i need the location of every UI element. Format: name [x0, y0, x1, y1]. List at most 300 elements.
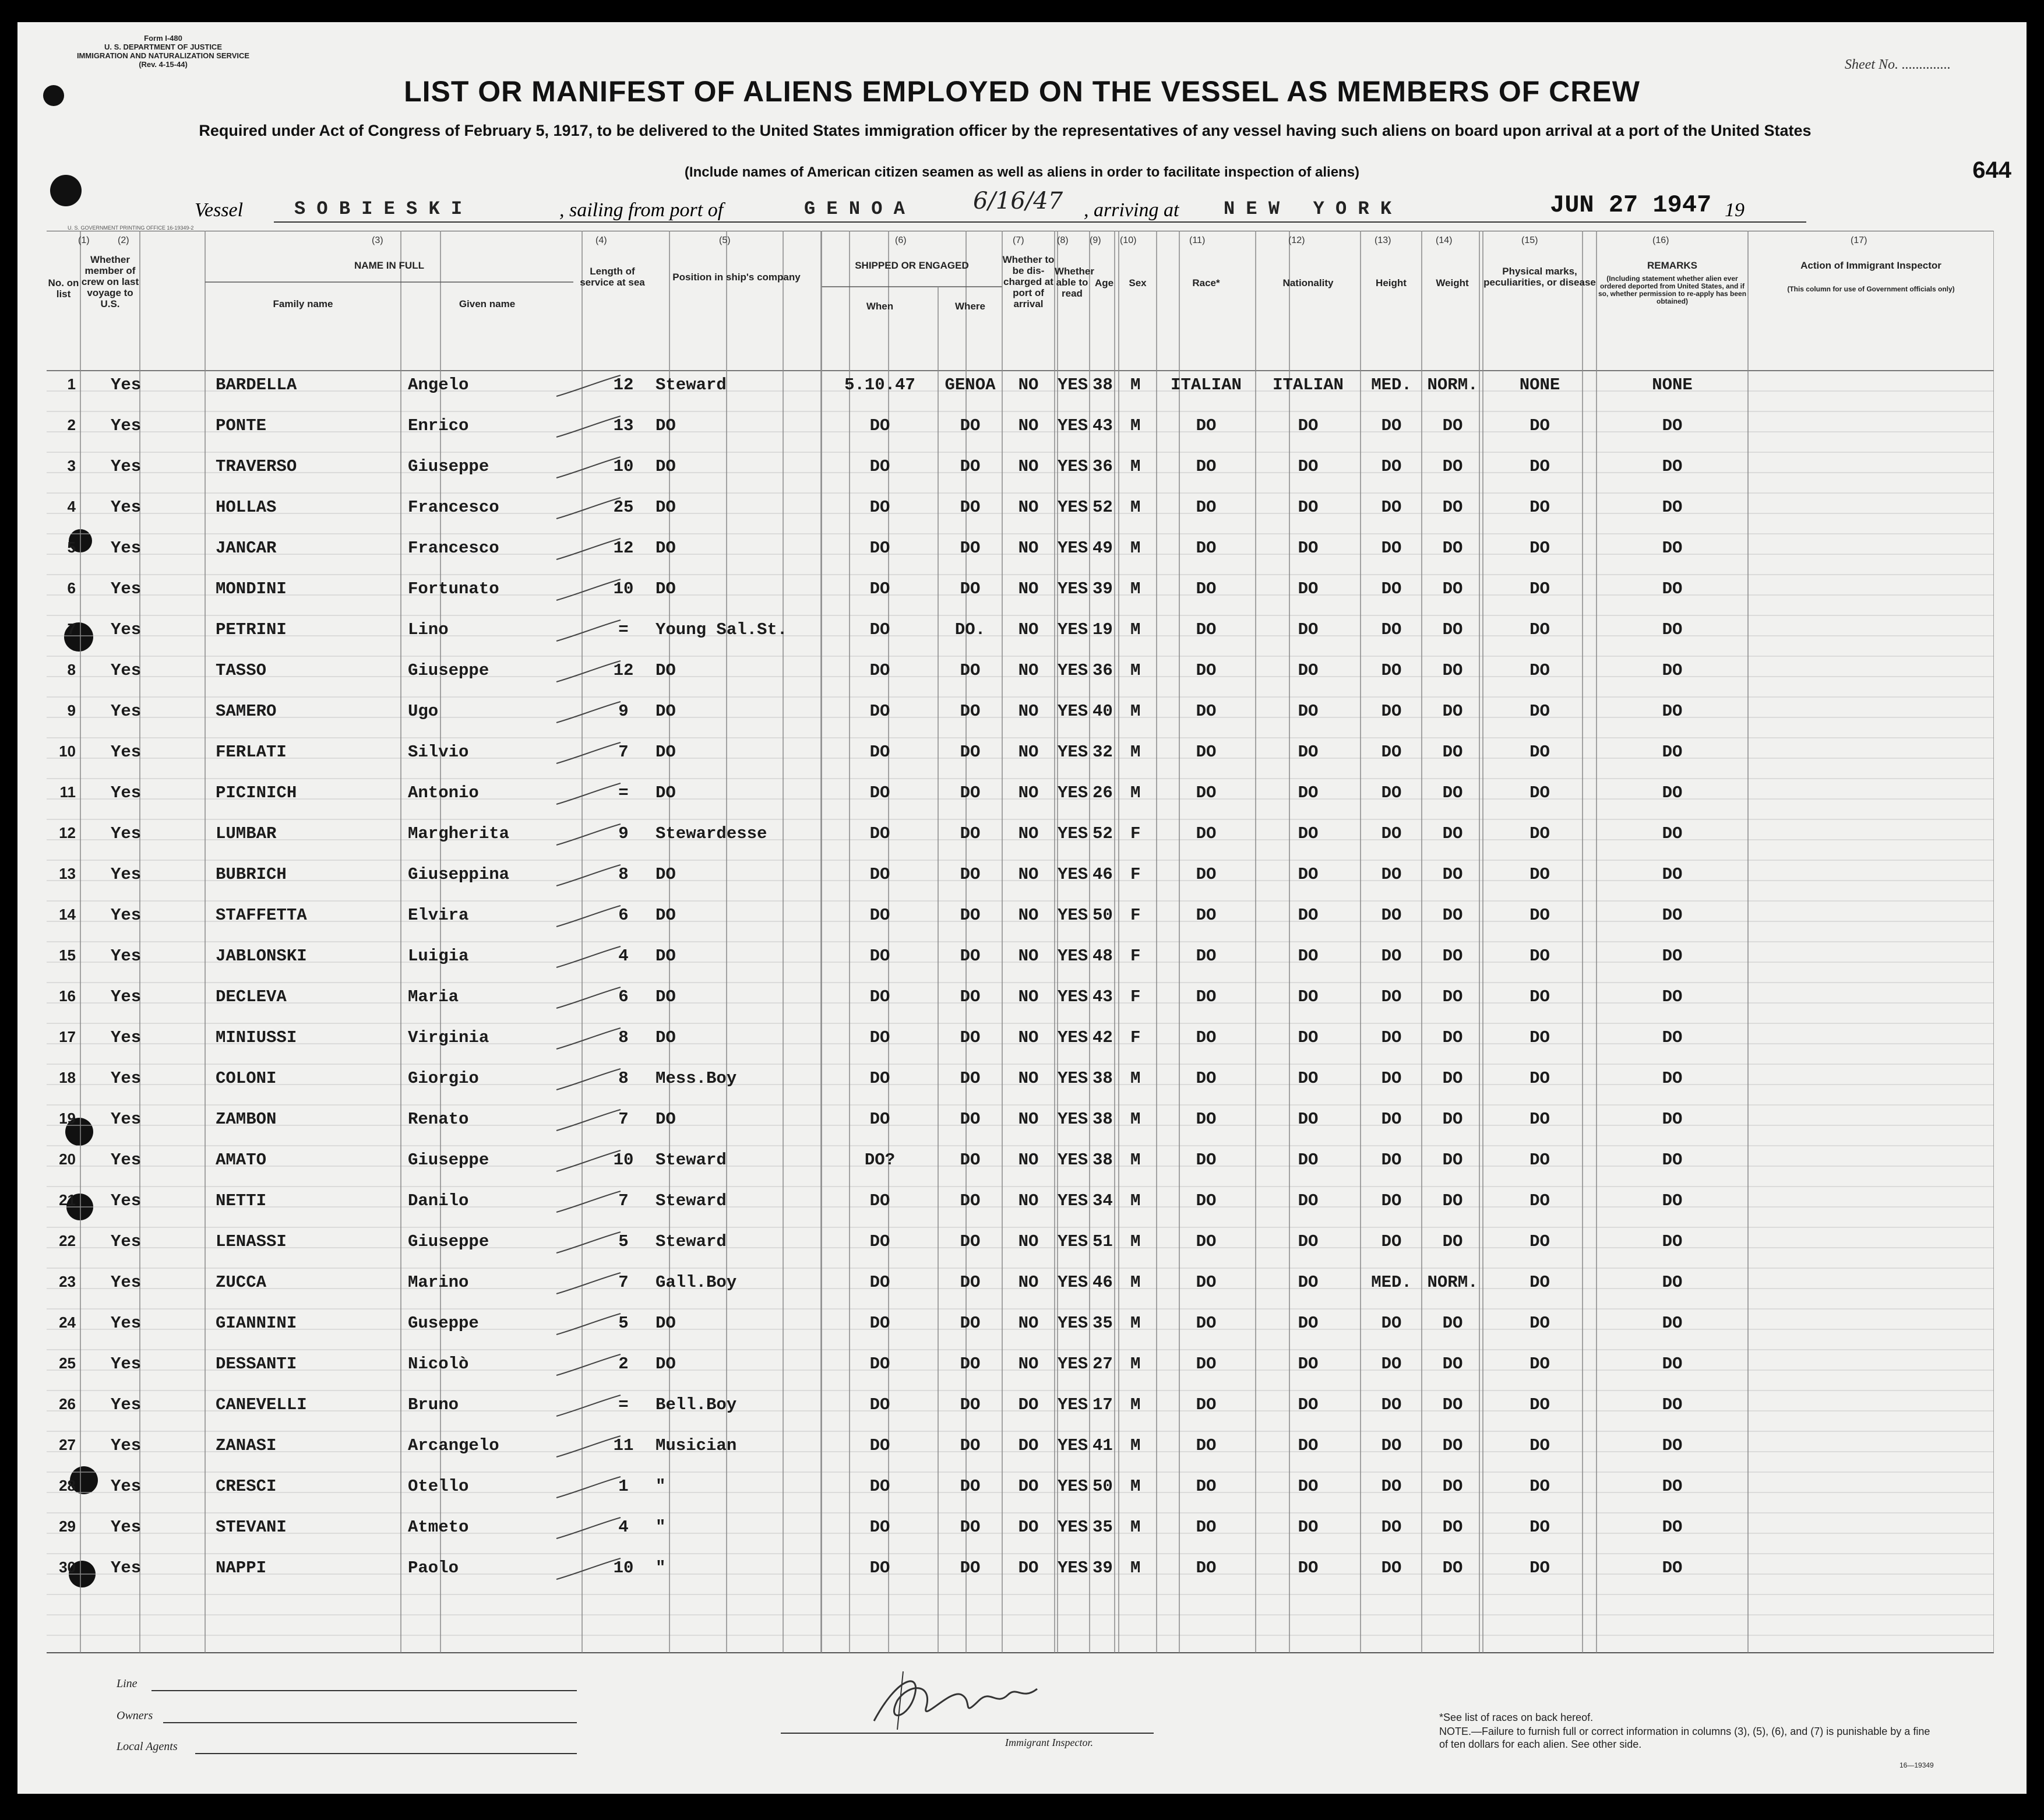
check-mark-icon	[554, 1311, 623, 1340]
cell-position: DO	[656, 416, 676, 435]
cell-nat: DO	[1298, 1518, 1319, 1537]
column-number: (6)	[895, 235, 907, 245]
column-number: (8)	[1057, 235, 1069, 245]
cell-given: Lino	[408, 620, 449, 639]
cell-disch: DO	[1018, 1395, 1039, 1414]
cell-race: DO	[1196, 1191, 1217, 1210]
column-number: (9)	[1090, 235, 1101, 245]
cell-read: YES	[1058, 1518, 1088, 1537]
column-number: (4)	[595, 235, 607, 245]
cell-given: Giuseppe	[408, 1232, 489, 1251]
column-number: (15)	[1521, 235, 1538, 245]
cell-sex: M	[1130, 1477, 1141, 1496]
cell-no: 16	[59, 987, 76, 1005]
cell-length: 10	[613, 1150, 634, 1170]
cell-length: 8	[618, 1069, 629, 1088]
cell-disch: DO	[1018, 1477, 1039, 1496]
cell-where: DO	[960, 1477, 981, 1496]
header-length-service: Length of service at sea	[580, 266, 645, 288]
cell-age: 43	[1093, 987, 1113, 1006]
cell-remarks: DO	[1662, 1232, 1683, 1251]
cell-position: DO	[656, 457, 676, 476]
cell-position: Stewardesse	[656, 824, 767, 843]
cell-family: SAMERO	[216, 702, 277, 721]
check-mark-icon	[554, 1107, 623, 1136]
cell-crew: Yes	[111, 1314, 142, 1333]
cell-marks: DO	[1530, 1069, 1550, 1088]
cell-remarks: DO	[1662, 498, 1683, 517]
cell-crew: Yes	[111, 579, 142, 599]
check-mark-icon	[554, 903, 623, 932]
cell-read: YES	[1058, 702, 1088, 721]
check-mark-icon	[554, 577, 623, 606]
cell-nat: DO	[1298, 1354, 1319, 1374]
cell-nat: DO	[1298, 1273, 1319, 1292]
column-number: (1)	[78, 235, 90, 245]
cell-when: DO	[869, 742, 890, 762]
cell-height: DO	[1381, 498, 1402, 517]
cell-remarks: DO	[1662, 1273, 1683, 1292]
cell-nat: DO	[1298, 783, 1319, 802]
cell-weight: DO	[1442, 661, 1463, 680]
cell-race: DO	[1196, 620, 1217, 639]
cell-age: 49	[1093, 538, 1113, 558]
check-mark-icon	[554, 1474, 623, 1504]
cell-crew: Yes	[111, 1354, 142, 1374]
cell-nat: DO	[1298, 1558, 1319, 1578]
cell-race: DO	[1196, 1518, 1217, 1537]
cell-read: YES	[1058, 1150, 1088, 1170]
cell-sex: F	[1130, 946, 1141, 966]
cell-age: 42	[1093, 1028, 1113, 1047]
form-code: 16—19349	[1899, 1761, 1934, 1769]
cell-weight: DO	[1442, 1150, 1463, 1170]
cell-crew: Yes	[111, 1436, 142, 1455]
cell-when: DO	[869, 416, 890, 435]
note-text: —Failure to furnish full or correct information in columns (3), (5), (6), and (7) is punishable by a fine of ten dollars for each alien. See other side.	[1439, 1726, 1930, 1750]
cell-race: DO	[1196, 1028, 1217, 1047]
cell-family: LENASSI	[216, 1232, 287, 1251]
cell-given: Margherita	[408, 824, 510, 843]
cell-disch: NO	[1018, 742, 1039, 762]
cell-given: Luigia	[408, 946, 469, 966]
cell-weight: DO	[1442, 1518, 1463, 1537]
cell-when: DO	[869, 538, 890, 558]
cell-position: "	[656, 1558, 666, 1578]
cell-remarks: DO	[1662, 742, 1683, 762]
cell-given: Francesco	[408, 498, 499, 517]
cell-height: DO	[1381, 1395, 1402, 1414]
cell-no: 11	[59, 783, 76, 801]
header-given-name: Given name	[459, 298, 516, 309]
cell-family: FERLATI	[216, 742, 287, 762]
cell-race: DO	[1196, 865, 1217, 884]
cell-weight: DO	[1442, 538, 1463, 558]
cell-height: DO	[1381, 783, 1402, 802]
cell-disch: NO	[1018, 457, 1039, 476]
header-weight: Weight	[1436, 277, 1469, 288]
cell-when: DO	[869, 1354, 890, 1374]
year-suffix: 19	[1725, 199, 1745, 221]
header-shipped: SHIPPED OR ENGAGED	[855, 260, 969, 271]
cell-where: DO	[960, 946, 981, 966]
cell-when: DO	[869, 579, 890, 599]
cell-height: DO	[1381, 620, 1402, 639]
cell-nat: DO	[1298, 1232, 1319, 1251]
cell-marks: DO	[1530, 1273, 1550, 1292]
cell-when: DO	[869, 1314, 890, 1333]
cell-family: ZAMBON	[216, 1110, 277, 1129]
cell-nat: DO	[1298, 1395, 1319, 1414]
cell-marks: DO	[1530, 1518, 1550, 1537]
cell-nat: DO	[1298, 538, 1319, 558]
cell-when: DO	[869, 1273, 890, 1292]
cell-height: DO	[1381, 865, 1402, 884]
cell-no: 4	[67, 498, 76, 515]
cell-remarks: DO	[1662, 1314, 1683, 1333]
cell-length: 9	[618, 824, 629, 843]
manifest-sheet	[17, 22, 2027, 1794]
cell-remarks: DO	[1662, 579, 1683, 599]
column-number: (7)	[1013, 235, 1024, 245]
cell-where: DO	[960, 1150, 981, 1170]
cell-marks: DO	[1530, 946, 1550, 966]
cell-remarks: DO	[1662, 824, 1683, 843]
cell-remarks: NONE	[1652, 375, 1693, 395]
cell-race: DO	[1196, 906, 1217, 925]
cell-read: YES	[1058, 661, 1088, 680]
check-mark-icon	[554, 1352, 623, 1381]
cell-remarks: DO	[1662, 987, 1683, 1006]
cell-age: 19	[1093, 620, 1113, 639]
service: IMMIGRATION AND NATURALIZATION SERVICE	[76, 51, 250, 60]
cell-height: DO	[1381, 416, 1402, 435]
cell-length: 10	[613, 1558, 634, 1578]
cell-position: DO	[656, 987, 676, 1006]
cell-read: YES	[1058, 1110, 1088, 1129]
cell-height: DO	[1381, 1232, 1402, 1251]
cell-disch: NO	[1018, 498, 1039, 517]
cell-remarks: DO	[1662, 1558, 1683, 1578]
cell-given: Nicolò	[408, 1354, 469, 1374]
cell-given: Fortunato	[408, 579, 499, 599]
cell-nat: DO	[1298, 1436, 1319, 1455]
cell-race: DO	[1196, 1354, 1217, 1374]
cell-given: Elvira	[408, 906, 469, 925]
cell-weight: DO	[1442, 946, 1463, 966]
cell-marks: DO	[1530, 783, 1550, 802]
cell-race: DO	[1196, 457, 1217, 476]
header-age: Age	[1094, 277, 1114, 288]
cell-remarks: DO	[1662, 538, 1683, 558]
header-family-name: Family name	[273, 298, 333, 309]
line-field[interactable]	[151, 1690, 577, 1691]
cell-race: DO	[1196, 946, 1217, 966]
cell-when: DO	[869, 702, 890, 721]
cell-sex: F	[1130, 865, 1141, 884]
revision: (Rev. 4-15-44)	[139, 60, 188, 69]
cell-marks: DO	[1530, 579, 1550, 599]
cell-disch: NO	[1018, 1273, 1039, 1292]
cell-family: CRESCI	[216, 1477, 277, 1496]
cell-sex: M	[1130, 416, 1141, 435]
check-mark-icon	[554, 414, 623, 443]
cell-age: 38	[1093, 1069, 1113, 1088]
cell-where: GENOA	[945, 375, 996, 395]
cell-given: Francesco	[408, 538, 499, 558]
cell-where: DO	[960, 1395, 981, 1414]
cell-when: DO	[869, 1069, 890, 1088]
cell-weight: DO	[1442, 457, 1463, 476]
cell-disch: DO	[1018, 1436, 1039, 1455]
owners-field[interactable]	[163, 1722, 577, 1723]
cell-crew: Yes	[111, 1477, 142, 1496]
cell-family: LUMBAR	[216, 824, 277, 843]
cell-no: 15	[59, 946, 76, 964]
cell-remarks: DO	[1662, 620, 1683, 639]
cell-age: 52	[1093, 498, 1113, 517]
cell-age: 43	[1093, 416, 1113, 435]
cell-position: DO	[656, 906, 676, 925]
vessel-label: Vessel	[195, 199, 244, 221]
local-agents-label: Local Agents	[117, 1740, 178, 1753]
cell-where: DO	[960, 416, 981, 435]
cell-length: 8	[618, 1028, 629, 1047]
cell-family: COLONI	[216, 1069, 277, 1088]
cell-remarks: DO	[1662, 946, 1683, 966]
column-number: (5)	[719, 235, 731, 245]
cell-crew: Yes	[111, 1069, 142, 1088]
cell-crew: Yes	[111, 375, 142, 395]
cell-weight: DO	[1442, 1354, 1463, 1374]
cell-where: DO	[960, 987, 981, 1006]
cell-where: DO	[960, 1436, 981, 1455]
cell-race: DO	[1196, 702, 1217, 721]
cell-disch: NO	[1018, 1314, 1039, 1333]
cell-no: 1	[67, 375, 76, 393]
cell-length: 5	[618, 1232, 629, 1251]
cell-where: DO	[960, 1028, 981, 1047]
check-mark-icon	[554, 1066, 623, 1096]
cell-position: DO	[656, 661, 676, 680]
cell-crew: Yes	[111, 742, 142, 762]
cell-age: 34	[1093, 1191, 1113, 1210]
cell-no: 13	[59, 865, 76, 882]
cell-crew: Yes	[111, 702, 142, 721]
cell-disch: NO	[1018, 1354, 1039, 1374]
cell-race: DO	[1196, 742, 1217, 762]
cell-where: DO	[960, 1314, 981, 1333]
cell-position: Steward	[656, 375, 727, 395]
cell-age: 36	[1093, 457, 1113, 476]
cell-height: DO	[1381, 906, 1402, 925]
cell-sex: M	[1130, 457, 1141, 476]
cell-length: 12	[613, 375, 634, 395]
check-mark-icon	[554, 455, 623, 484]
cell-family: JABLONSKI	[216, 946, 307, 966]
cell-race: DO	[1196, 1558, 1217, 1578]
cell-position: DO	[656, 498, 676, 517]
sheet-no-label: Sheet No. ..............	[1845, 57, 1951, 72]
cell-age: 39	[1093, 1558, 1113, 1578]
cell-no: 29	[59, 1518, 76, 1535]
cell-sex: F	[1130, 906, 1141, 925]
cell-length: 6	[618, 987, 629, 1006]
cell-crew: Yes	[111, 498, 142, 517]
cell-no: 24	[59, 1314, 76, 1331]
cell-height: DO	[1381, 579, 1402, 599]
cell-marks: DO	[1530, 865, 1550, 884]
cell-read: YES	[1058, 1191, 1088, 1210]
cell-height: DO	[1381, 661, 1402, 680]
cell-when: DO	[869, 1436, 890, 1455]
cell-where: DO	[960, 579, 981, 599]
cell-crew: Yes	[111, 1232, 142, 1251]
cell-race: DO	[1196, 987, 1217, 1006]
cell-read: YES	[1058, 579, 1088, 599]
cell-no: 14	[59, 906, 76, 923]
cell-nat: DO	[1298, 702, 1319, 721]
form-identifier	[29, 34, 297, 69]
cell-marks: DO	[1530, 742, 1550, 762]
cell-crew: Yes	[111, 1518, 142, 1537]
cell-length: =	[618, 620, 629, 639]
cell-length: 8	[618, 865, 629, 884]
cell-no: 25	[59, 1354, 76, 1372]
cell-height: DO	[1381, 1558, 1402, 1578]
cell-read: YES	[1058, 1314, 1088, 1333]
cell-marks: DO	[1530, 1558, 1550, 1578]
cell-age: 46	[1093, 1273, 1113, 1292]
cell-nat: DO	[1298, 416, 1319, 435]
cell-family: NETTI	[216, 1191, 267, 1210]
cell-crew: Yes	[111, 783, 142, 802]
cell-age: 26	[1093, 783, 1113, 802]
cell-crew: Yes	[111, 1110, 142, 1129]
cell-when: DO	[869, 457, 890, 476]
column-number: (17)	[1851, 235, 1867, 245]
note-block	[1439, 1725, 1934, 1751]
cell-read: YES	[1058, 906, 1088, 925]
local-agents-field[interactable]	[195, 1753, 577, 1754]
department: U. S. DEPARTMENT OF JUSTICE	[104, 43, 222, 51]
cell-nat: DO	[1298, 1110, 1319, 1129]
cell-remarks: DO	[1662, 661, 1683, 680]
cell-when: DO	[869, 824, 890, 843]
cell-nat: DO	[1298, 906, 1319, 925]
cell-given: Bruno	[408, 1395, 459, 1414]
cell-weight: DO	[1442, 1477, 1463, 1496]
cell-race: DO	[1196, 579, 1217, 599]
cell-given: Giuseppina	[408, 865, 510, 884]
cell-given: Otello	[408, 1477, 469, 1496]
requirement-text: Required under Act of Congress of February 5, 1917, to be delivered to the United States immigration officer by the representatives of any vessel having such aliens on board upon arrival at a port of the United States	[199, 122, 1812, 139]
cell-family: PETRINI	[216, 620, 287, 639]
cell-crew: Yes	[111, 416, 142, 435]
cell-disch: NO	[1018, 1110, 1039, 1129]
cell-disch: NO	[1018, 579, 1039, 599]
cell-no: 17	[59, 1028, 76, 1045]
cell-height: DO	[1381, 702, 1402, 721]
cell-nat: DO	[1298, 1069, 1319, 1088]
cell-where: DO	[960, 1110, 981, 1129]
vessel-underline	[274, 221, 1806, 223]
cell-crew: Yes	[111, 538, 142, 558]
cell-disch: NO	[1018, 375, 1039, 395]
cell-disch: NO	[1018, 1150, 1039, 1170]
cell-remarks: DO	[1662, 416, 1683, 435]
cell-no: 21	[59, 1191, 76, 1209]
cell-disch: NO	[1018, 416, 1039, 435]
cell-read: YES	[1058, 416, 1088, 435]
cell-no: 10	[59, 742, 76, 760]
check-mark-icon	[554, 1230, 623, 1259]
cell-weight: DO	[1442, 1436, 1463, 1455]
cell-length: =	[618, 783, 629, 802]
cell-read: YES	[1058, 1069, 1088, 1088]
cell-length: 7	[618, 1273, 629, 1292]
column-number: (13)	[1375, 235, 1391, 245]
cell-sex: M	[1130, 538, 1141, 558]
cell-age: 50	[1093, 1477, 1113, 1496]
cell-length: 5	[618, 1314, 629, 1333]
cell-age: 17	[1093, 1395, 1113, 1414]
sheet-number: 644	[1972, 157, 2011, 183]
cell-family: PONTE	[216, 416, 267, 435]
cell-crew: Yes	[111, 1028, 142, 1047]
cell-age: 41	[1093, 1436, 1113, 1455]
cell-sex: M	[1130, 620, 1141, 639]
cell-read: YES	[1058, 457, 1088, 476]
cell-length: 7	[618, 742, 629, 762]
cell-marks: DO	[1530, 1354, 1550, 1374]
cell-marks: DO	[1530, 620, 1550, 639]
cell-marks: DO	[1530, 661, 1550, 680]
cell-sex: M	[1130, 702, 1141, 721]
cell-read: YES	[1058, 1477, 1088, 1496]
cell-given: Ugo	[408, 702, 439, 721]
cell-sex: M	[1130, 1150, 1141, 1170]
cell-marks: DO	[1530, 538, 1550, 558]
cell-nat: DO	[1298, 661, 1319, 680]
cell-age: 38	[1093, 1110, 1113, 1129]
cell-no: 6	[67, 579, 76, 597]
cell-age: 51	[1093, 1232, 1113, 1251]
cell-crew: Yes	[111, 1395, 142, 1414]
cell-given: Paolo	[408, 1558, 459, 1578]
cell-weight: DO	[1442, 742, 1463, 762]
cell-family: BARDELLA	[216, 375, 297, 395]
cell-sex: M	[1130, 375, 1141, 395]
cell-crew: Yes	[111, 1273, 142, 1292]
cell-read: YES	[1058, 1354, 1088, 1374]
cell-disch: NO	[1018, 538, 1039, 558]
cell-weight: DO	[1442, 1232, 1463, 1251]
cell-where: DO	[960, 824, 981, 843]
cell-given: Antonio	[408, 783, 479, 802]
date-stamp: JUN 27 1947	[1550, 191, 1712, 219]
check-mark-icon	[554, 373, 623, 402]
cell-no: 9	[67, 702, 76, 719]
cell-family: JANCAR	[216, 538, 277, 558]
cell-position: Mess.Boy	[656, 1069, 737, 1088]
cell-sex: F	[1130, 824, 1141, 843]
cell-age: 35	[1093, 1314, 1113, 1333]
cell-weight: DO	[1442, 416, 1463, 435]
cell-when: DO	[869, 498, 890, 517]
cell-disch: NO	[1018, 1069, 1039, 1088]
cell-given: Marino	[408, 1273, 469, 1292]
